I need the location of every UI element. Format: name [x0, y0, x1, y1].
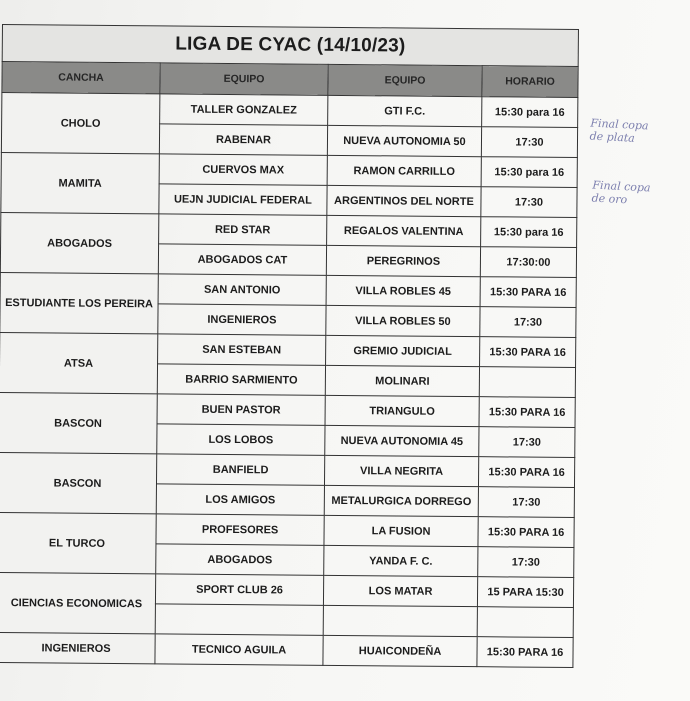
team-home-cell: UEJN JUDICIAL FEDERAL — [159, 184, 327, 215]
team-home-cell: ABOGADOS — [156, 544, 324, 575]
team-home-cell: RABENAR — [159, 124, 327, 155]
table-row — [1, 212, 577, 247]
time-cell: 15:30 PARA 16 — [478, 517, 574, 548]
time-cell — [479, 367, 575, 398]
team-away-cell: LA FUSION — [324, 515, 478, 546]
team-away-cell: GREMIO JUDICIAL — [326, 335, 480, 366]
handwritten-line: Final copa — [590, 116, 649, 133]
table-row — [0, 452, 575, 487]
team-away-cell: VILLA ROBLES 45 — [326, 275, 480, 306]
team-away-cell: RAMON CARRILLO — [327, 155, 481, 186]
handwritten-note-plata — [589, 116, 648, 145]
handwritten-line: de plata — [589, 129, 636, 145]
table-row — [1, 152, 577, 187]
header-equipo-2: EQUIPO — [328, 64, 482, 96]
time-cell — [477, 607, 573, 638]
table-row — [0, 392, 575, 427]
team-home-cell: CUERVOS MAX — [159, 154, 327, 185]
table-row — [0, 512, 574, 547]
cancha-cell: CHOLO — [1, 93, 160, 154]
team-home-cell — [155, 604, 323, 635]
team-away-cell: NUEVA AUTONOMIA 50 — [327, 125, 481, 156]
team-home-cell: LOS AMIGOS — [156, 484, 324, 515]
handwritten-line: de oro — [591, 191, 628, 207]
fixture-table — [0, 24, 579, 668]
cancha-cell: MAMITA — [1, 152, 160, 213]
time-cell: 17:30 — [481, 187, 577, 218]
team-home-cell: LOS LOBOS — [157, 424, 325, 455]
team-away-cell: TRIANGULO — [325, 395, 479, 426]
team-away-cell: YANDA F. C. — [324, 545, 478, 576]
team-away-cell: GTI F.C. — [328, 95, 482, 126]
time-cell: 17:30 — [481, 127, 577, 158]
team-away-cell: VILLA ROBLES 50 — [326, 305, 480, 336]
team-home-cell: BUEN PASTOR — [157, 394, 325, 425]
team-home-cell: BARRIO SARMIENTO — [157, 364, 325, 395]
cancha-cell: ATSA — [0, 332, 158, 393]
team-home-cell: INGENIEROS — [158, 304, 326, 335]
team-away-cell: VILLA NEGRITA — [324, 455, 478, 486]
table-row — [0, 632, 573, 667]
team-home-cell: RED STAR — [159, 214, 327, 245]
time-cell: 15:30 PARA 16 — [478, 457, 574, 488]
team-away-cell: PEREGRINOS — [326, 245, 480, 276]
time-cell: 17:30 — [478, 547, 574, 578]
team-home-cell: SAN ESTEBAN — [158, 334, 326, 365]
table-row — [2, 93, 578, 128]
time-cell: 15:30 para 16 — [481, 217, 577, 248]
table-row — [0, 572, 574, 607]
time-cell: 17:30 — [480, 307, 576, 338]
team-away-cell: REGALOS VALENTINA — [327, 215, 481, 246]
header-equipo-1: EQUIPO — [160, 63, 328, 95]
team-away-cell — [323, 605, 477, 636]
time-cell: 15 PARA 15:30 — [477, 577, 573, 608]
handwritten-line: Final copa — [592, 178, 651, 195]
header-horario: HORARIO — [482, 66, 578, 98]
cancha-cell: INGENIEROS — [0, 632, 155, 663]
team-away-cell: METALURGICA DORREGO — [324, 485, 478, 516]
cancha-cell: EL TURCO — [0, 512, 156, 573]
team-away-cell: NUEVA AUTONOMIA 45 — [325, 425, 479, 456]
cancha-cell: BASCON — [0, 392, 157, 453]
team-away-cell: MOLINARI — [325, 365, 479, 396]
table-row — [0, 332, 576, 367]
time-cell: 15:30 PARA 16 — [480, 277, 576, 308]
time-cell: 15:30 PARA 16 — [479, 397, 575, 428]
team-away-cell: LOS MATAR — [323, 575, 477, 606]
time-cell: 15:30 para 16 — [482, 97, 578, 128]
team-away-cell: HUAICONDEÑA — [323, 635, 477, 666]
team-home-cell: BANFIELD — [156, 454, 324, 485]
time-cell: 15:30 PARA 16 — [477, 637, 573, 668]
team-home-cell: PROFESORES — [156, 514, 324, 545]
time-cell: 17:30 — [478, 487, 574, 518]
team-home-cell: SPORT CLUB 26 — [155, 574, 323, 605]
time-cell: 17:30:00 — [480, 247, 576, 278]
cancha-cell: ESTUDIANTE LOS PEREIRA — [0, 272, 158, 333]
cancha-cell: BASCON — [0, 452, 157, 513]
table-title: LIGA DE CYAC (14/10/23) — [2, 25, 578, 67]
team-home-cell: TECNICO AGUILA — [155, 634, 323, 665]
team-home-cell: SAN ANTONIO — [158, 274, 326, 305]
header-cancha: CANCHA — [2, 62, 160, 94]
time-cell: 15:30 PARA 16 — [480, 337, 576, 368]
time-cell: 15:30 para 16 — [481, 157, 577, 188]
team-away-cell: ARGENTINOS DEL NORTE — [327, 185, 481, 216]
team-home-cell: ABOGADOS CAT — [158, 244, 326, 275]
time-cell: 17:30 — [479, 427, 575, 458]
cancha-cell: CIENCIAS ECONOMICAS — [0, 572, 156, 633]
team-home-cell: TALLER GONZALEZ — [160, 94, 328, 125]
table-row — [0, 272, 576, 307]
handwritten-note-oro — [591, 178, 650, 207]
cancha-cell: ABOGADOS — [0, 212, 159, 273]
